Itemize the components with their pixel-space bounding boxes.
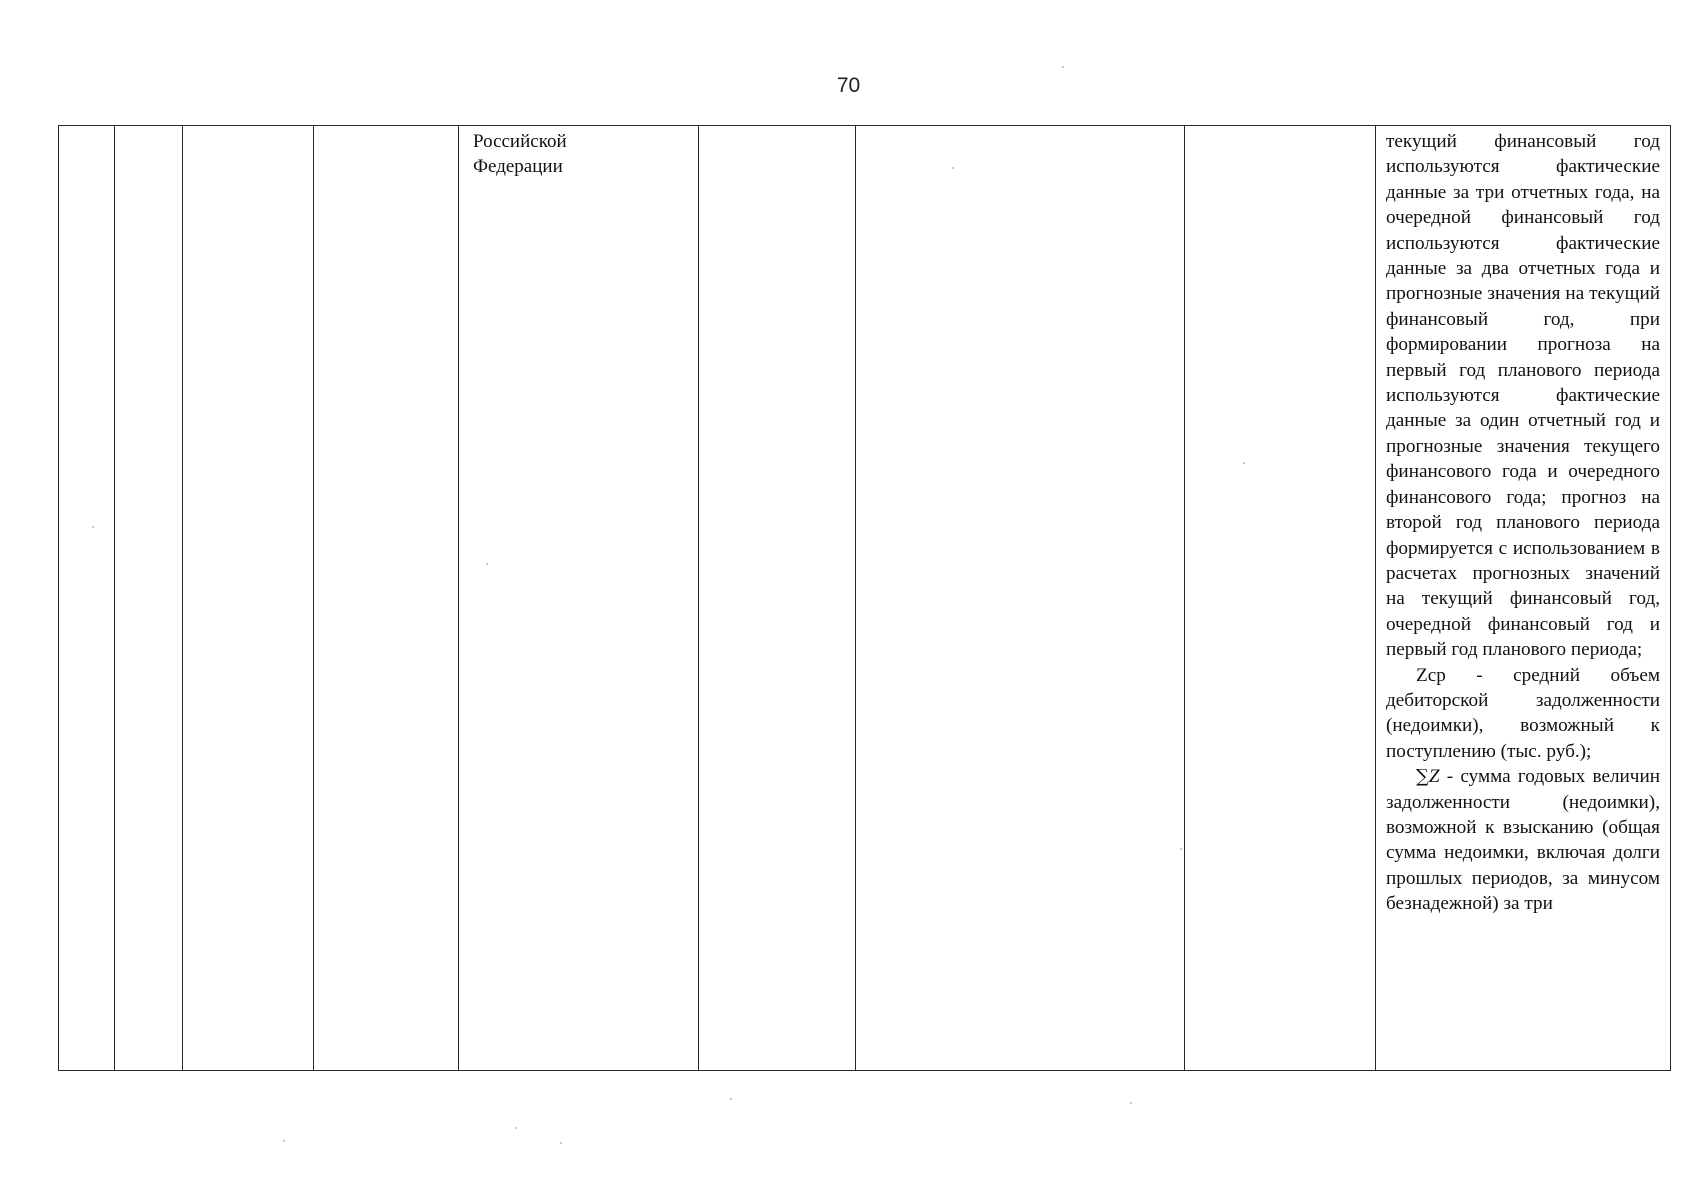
table-cell-col8 [1185, 126, 1376, 1071]
table-cell-col9 [1376, 126, 1671, 1071]
method-paragraph-3 [1386, 764, 1660, 916]
table-cell-col3 [183, 126, 314, 1071]
method-paragraph-2: Zср - средний объем дебиторской задолженности (недоимки), возможный к поступлению (тыс. руб.); [1386, 664, 1660, 762]
scan-speck [730, 1098, 732, 1100]
table-cell-col5 [459, 126, 699, 1071]
scan-speck [1180, 848, 1182, 850]
z-symbol: Z [1428, 766, 1440, 788]
scan-speck [515, 1127, 517, 1129]
scan-speck [486, 563, 488, 565]
method-paragraph-1: текущий финансовый год используются фактические данные за три отчетных года, на очередной финансовый год используются фактические данные за два отчетных года и прогнозные значения на текущий финансовый год, при формировании прогноза на первый год планового периода используются фактические данные за один отчетный год и прогнозные значения текущего финансового года и очередного финансового года; прогноз на второй год планового периода формируется с использованием в расчетах прогнозных значений на текущий финансовый год, очередной финансовый год и первый год планового периода; [1386, 131, 1660, 661]
scan-speck [92, 526, 94, 528]
data-table [58, 125, 1671, 1071]
page-number: 70 [836, 74, 861, 97]
table-cell-col7 [856, 126, 1185, 1071]
table-cell-col4 [314, 126, 459, 1071]
table-row [59, 126, 1671, 1071]
scan-speck [952, 167, 954, 169]
scan-speck [1062, 66, 1064, 68]
col5-text: Российской Федерации [473, 131, 567, 178]
sum-symbol: ∑ [1416, 766, 1429, 788]
scan-speck [1243, 462, 1245, 464]
scan-speck [560, 1142, 562, 1144]
scan-speck [283, 1140, 285, 1142]
method-paragraph-3-text: - сумма годовых величин задолженности (недоимки), возможной к взысканию (общая сумма недоимки, включая долги прошлых периодов, за минусом безнадежной) за три [1386, 766, 1660, 915]
scan-speck [1130, 1102, 1132, 1104]
table-cell-col6 [699, 126, 856, 1071]
table-cell-col2 [115, 126, 183, 1071]
table-cell-col1 [59, 126, 115, 1071]
